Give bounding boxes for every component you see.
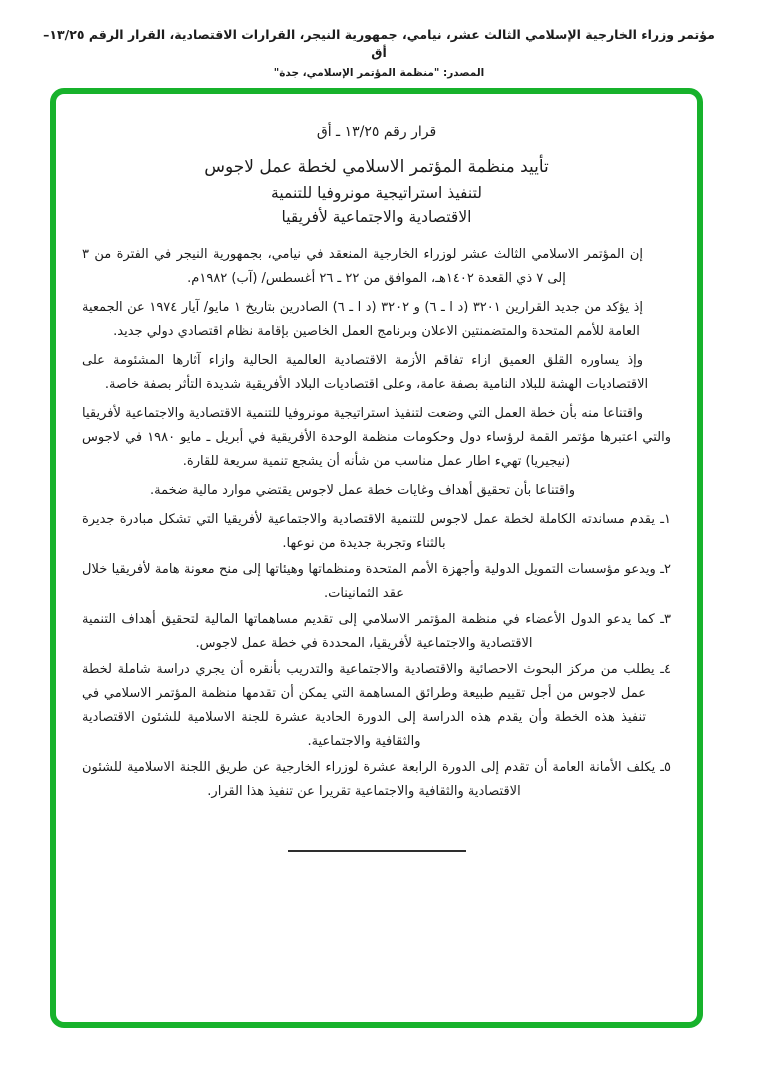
item-text: كما يدعو الدول الأعضاء في منظمة المؤتمر الاسلامي إلى تقديم مساهماتها المالية لتحقيق أهداف التنمية الاقتصادية والاجتماعية لأفريقيا، المحددة في خطة عمل لاجوس.: [82, 612, 655, 651]
header-source-line: المصدر: "منظمة المؤتمر الإسلامي، جدة": [273, 67, 485, 79]
title-line-3: الاقتصادية والاجتماعية لأفريقيا: [281, 208, 472, 226]
preamble-paragraph-5: واقتناعا بأن تحقيق أهداف وغايات خطة عمل لاجوس يقتضي موارد مالية ضخمة.: [149, 483, 576, 498]
item-number: ٤ـ: [660, 662, 671, 677]
item-text: يطلب من مركز البحوث الاحصائية والاقتصادية والاجتماعية والتدريب بأنقره أن يجري دراسة شاملة لخطة عمل لاجوس من أجل تقييم طبيعة وطرائق المساهمة التي يمكن أن تقدمها منظمة المؤتمر الاسلامي في تنفيذ هذه الخطة وأن يقدم هذه الدراسة إلى الدورة الحادية عشرة للجنة الاسلامية للشئون الاقتصادية والثقافية والاجتماعية.: [82, 662, 655, 749]
item-number: ٣ـ: [660, 612, 671, 627]
resolution-title: [82, 154, 671, 229]
preamble-paragraph-3: وإذ يساوره القلق العميق ازاء تفاقم الأزمة الاقتصادية العالمية الحالية وازاء آثارها المشئومة على الاقتصاديات الهشة للبلاد النامية بصفة عامة، وعلى اقتصاديات البلاد الأفريقية شديدة التأثر بصفة خاصة.: [82, 353, 649, 392]
document-source-header: [0, 26, 758, 79]
preamble-paragraph-4: واقتناعا منه بأن خطة العمل التي وضعت لتنفيذ استراتيجية مونروفيا للتنمية الاقتصادية والاجتماعية لأفريقيا والتي اعتبرها مؤتمر القمة لرؤساء دول وحكومات منظمة الوحدة الأفريقية في أبريل ـ مايو ١٩٨٠ في لاجوس (نيجيريا) تهيء اطار عمل مناسب من شأنه أن يشجع تنمية سريعة للقارة.: [82, 406, 671, 469]
resolution-content: [56, 94, 697, 852]
item-number: ٢ـ: [660, 562, 671, 577]
item-text: يكلف الأمانة العامة أن تقدم إلى الدورة الرابعة عشرة لوزراء الخارجية عن طريق اللجنة الاسلامية للشئون الاقتصادية والثقافية والاجتماعية تقريرا عن تنفيذ هذا القرار.: [82, 760, 656, 799]
closing-rule: [288, 850, 466, 852]
list-item: [82, 658, 671, 754]
preamble-paragraph-1: إن المؤتمر الاسلامي الثالث عشر لوزراء الخارجية المنعقد في نيامي، بجمهورية النيجر في الفترة من ٣ إلى ٧ ذي القعدة ١٤٠٢هـ، الموافق من ٢٢ ـ ٢٦ أغسطس/ (آب) ١٩٨٢م.: [82, 247, 643, 286]
green-border-frame: [50, 88, 703, 1028]
resolution-number-line: قرار رقم ١٣/٢٥ ـ أق: [316, 124, 437, 140]
list-item: [82, 756, 671, 804]
item-number: ١ـ: [660, 512, 671, 527]
header-citation-line: مؤتمر وزراء الخارجية الإسلامي الثالث عشر، نيامي، جمهورية النيجر، القرارات الاقتصادية، القرار الرقم ١٣/٢٥– أق: [43, 27, 715, 60]
preamble-paragraph-2: إذ يؤكد من جديد القرارين ٣٢٠١ (د ا ـ ٦) و ٣٢٠٢ (د ا ـ ٦) الصادرين بتاريخ ١ مايو/ آيار ١٩٧٤ عن الجمعية العامة للأمم المتحدة والمتضمنتين الاعلان وبرنامج العمل الخاصين بإقامة نظام اقتصادي دولي جديد.: [82, 300, 644, 339]
list-item: [82, 558, 671, 606]
list-item: [82, 508, 671, 556]
item-number: ٥ـ: [660, 760, 671, 775]
operative-items-list: [82, 508, 671, 804]
list-item: [82, 608, 671, 656]
item-text: ويدعو مؤسسات التمويل الدولية وأجهزة الأمم المتحدة ومنظماتها وهيئاتها إلى منح معونة هامة لأفريقيا خلال عقد الثمانينات.: [82, 562, 656, 601]
title-line-1: تأييد منظمة المؤتمر الاسلامي لخطة عمل لاجوس: [204, 157, 549, 177]
item-text: يقدم مساندته الكاملة لخطة عمل لاجوس للتنمية الاقتصادية والاجتماعية لأفريقيا التي تشكل مبادرة جديرة بالثناء وتجربة جديدة من نوعها.: [82, 512, 655, 551]
title-line-2: لتنفيذ استراتيجية مونروفيا للتنمية: [271, 184, 482, 202]
